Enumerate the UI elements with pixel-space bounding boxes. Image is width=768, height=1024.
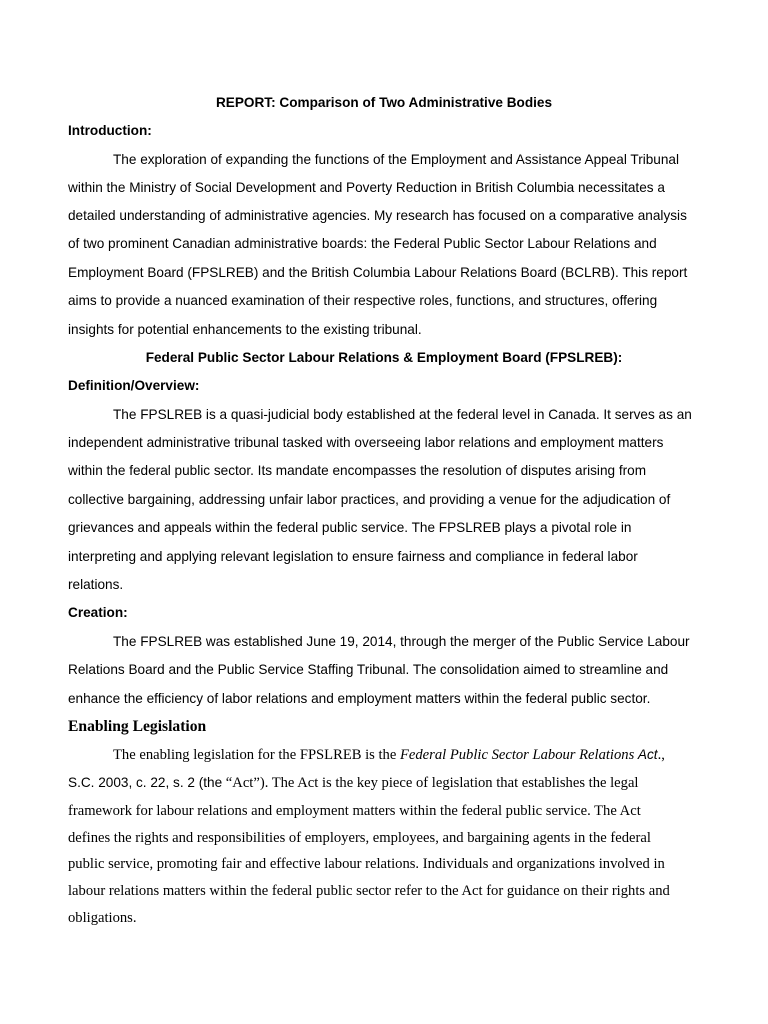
enabling-legislation-line: framework for labour relations and employment matters within the federal public service. The Act xyxy=(68,803,641,819)
enabling-legislation-line: labour relations matters within the federal public sector refer to the Act for guidance on their rights and xyxy=(68,883,670,899)
enabling-legislation-line: defines the rights and responsibilities of employers, employees, and bargaining agents in the federal xyxy=(68,830,651,846)
enabling-legislation-line: obligations. xyxy=(68,910,137,926)
introduction-line: insights for potential enhancements to the existing tribunal. xyxy=(68,322,422,337)
introduction-line: The exploration of expanding the functions of the Employment and Assistance Appeal Tribunal xyxy=(113,152,680,167)
act-title-italic: Federal Public Sector Labour Relations xyxy=(399,747,638,763)
introduction-line: aims to provide a nuanced examination of their respective roles, functions, and structures, offering xyxy=(68,293,658,308)
creation-line: The FPSLREB was established June 19, 2014, through the merger of the Public Service Labour xyxy=(113,634,690,649)
introduction-line: of two prominent Canadian administrative boards: the Federal Public Sector Labour Relations and xyxy=(68,236,657,251)
introduction-line: detailed understanding of administrative agencies. My research has focused on a comparative analysis xyxy=(68,208,687,223)
definition-line: independent administrative tribunal tasked with overseeing labor relations and employment matters xyxy=(68,435,664,450)
fpslreb-section-heading: Federal Public Sector Labour Relations & Employment Board (FPSLREB): xyxy=(145,350,623,365)
act-title-italic-sans: Act xyxy=(637,747,658,762)
creation-heading: Creation: xyxy=(68,605,128,620)
definition-line: within the federal public sector. Its mandate encompasses the resolution of disputes arising from xyxy=(68,463,647,478)
definition-heading: Definition/Overview: xyxy=(68,378,200,393)
enabling-legislation-line xyxy=(68,774,638,792)
definition-line: grievances and appeals within the federal public service. The FPSLREB plays a pivotal role in xyxy=(68,520,632,535)
report-title: REPORT: Comparison of Two Administrative Bodies xyxy=(215,95,553,110)
introduction-line: Employment Board (FPSLREB) and the British Columbia Labour Relations Board (BCLRB). This report xyxy=(68,265,688,280)
introduction-line: within the Ministry of Social Development and Poverty Reduction in British Columbia necessitates a xyxy=(68,180,665,195)
introduction-heading: Introduction: xyxy=(68,123,152,138)
statute-citation: S.C. 2003, c. 22, s. 2 ( xyxy=(68,775,204,790)
definition-line: relations. xyxy=(68,577,124,592)
legislation-prefix: The enabling legislation for the FPSLREB is the xyxy=(113,747,400,763)
legislation-line1-end: ., xyxy=(657,747,665,763)
creation-line: Relations Board and the Public Service Staffing Tribunal. The consolidation aimed to streamline and xyxy=(68,662,669,677)
legislation-line2-rest: “Act”). The Act is the key piece of legislation that establishes the legal xyxy=(222,775,639,791)
enabling-legislation-line xyxy=(113,746,665,764)
definition-line: collective bargaining, addressing unfair labor practices, and providing a venue for the adjudication of xyxy=(68,492,671,507)
definition-line: The FPSLREB is a quasi-judicial body established at the federal level in Canada. It serves as an xyxy=(113,407,692,422)
citation-the: the xyxy=(203,775,223,790)
definition-line: interpreting and applying relevant legislation to ensure fairness and compliance in federal labor xyxy=(68,549,638,564)
enabling-legislation-line: public service, promoting fair and effective labour relations. Individuals and organizations involved in xyxy=(68,856,665,872)
enabling-legislation-heading: Enabling Legislation xyxy=(68,718,207,735)
creation-line: enhance the efficiency of labor relations and employment matters within the federal public sector. xyxy=(68,691,651,706)
